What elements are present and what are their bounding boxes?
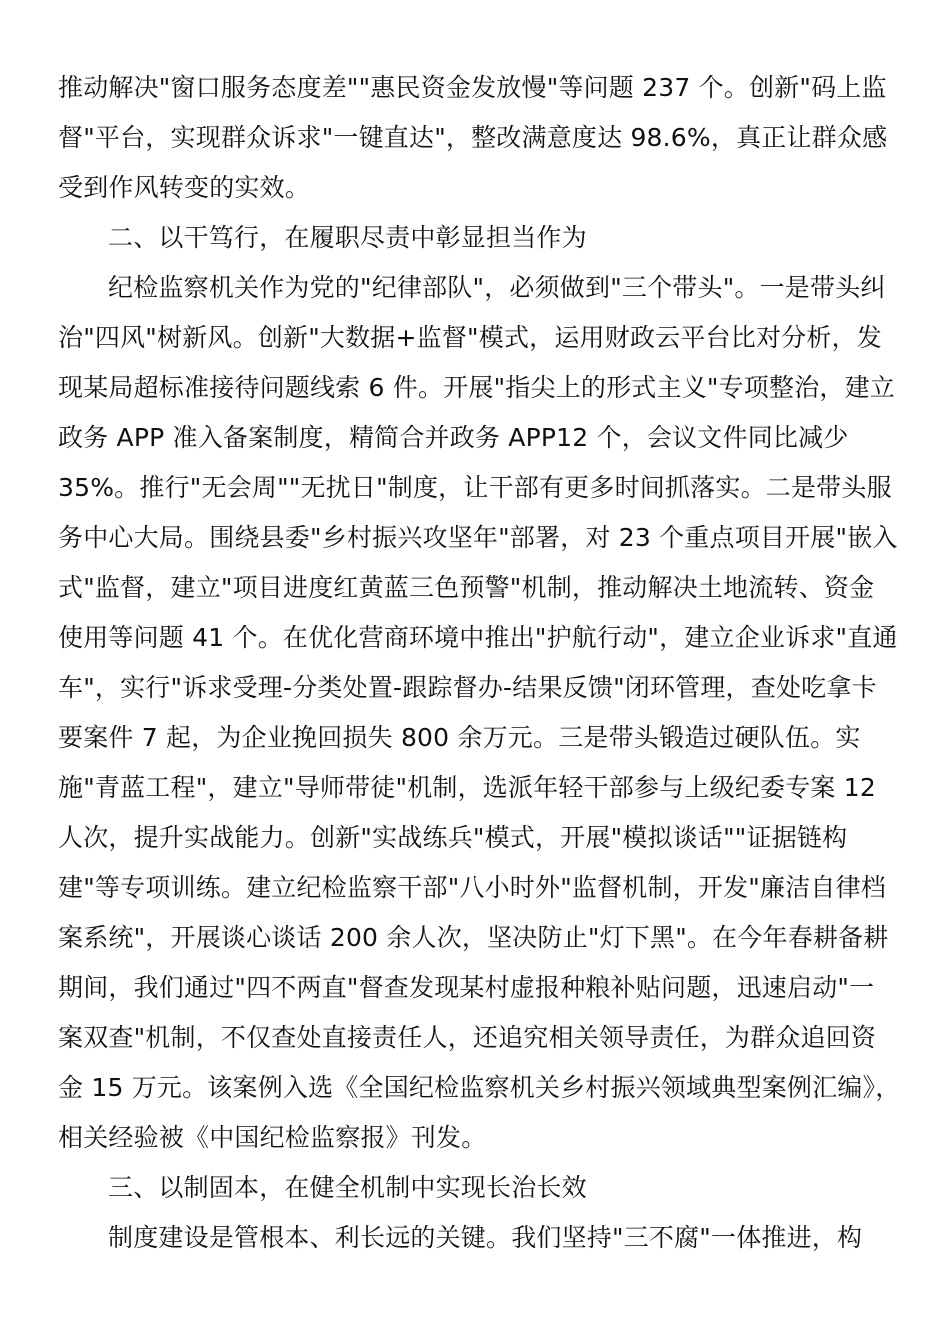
text-line: 受到作风转变的实效。 [58,173,311,202]
text-line: 建"等专项训练。建立纪检监察干部"八小时外"监督机制，开发"廉洁自律档 [58,873,886,902]
text-line: 相关经验被《中国纪检监察报》刊发。 [58,1123,487,1152]
text-line: 案双查"机制，不仅查处直接责任人，还追究相关领导责任，为群众追回资 [58,1023,877,1052]
text-line: 纪检监察机关作为党的"纪律部队"，必须做到"三个带头"。一是带头纠 [108,273,886,302]
text-line: 务中心大局。围绕县委"乡村振兴攻坚年"部署，对 23 个重点项目开展"嵌入 [58,523,898,552]
text-line: 案系统"，开展谈心谈话 200 余人次，坚决防止"灯下黑"。在今年春耕备耕 [58,923,889,952]
text-line: 期间，我们通过"四不两直"督查发现某村虚报种粮补贴问题，迅速启动"一 [58,973,875,1002]
section-heading: 二、以干笃行，在履职尽责中彰显担当作为 [108,223,587,252]
text-line: 35%。推行"无会周""无扰日"制度，让干部有更多时间抓落实。二是带头服 [58,473,892,502]
section-heading: 三、以制固本，在健全机制中实现长治长效 [108,1173,587,1202]
text-line: 督"平台，实现群众诉求"一键直达"，整改满意度达 98.6%，真正让群众感 [58,123,888,152]
text-line: 施"青蓝工程"，建立"导师带徒"机制，选派年轻干部参与上级纪委专案 12 [58,773,876,802]
text-line: 式"监督，建立"项目进度红黄蓝三色预警"机制，推动解决土地流转、资金 [58,573,875,602]
text-line: 人次，提升实战能力。创新"实战练兵"模式，开展"模拟谈话""证据链构 [58,823,848,852]
text-line: 金 15 万元。该案例入选《全国纪检监察机关乡村振兴领域典型案例汇编》， [58,1073,901,1102]
text-line: 政务 APP 准入备案制度，精简合并政务 APP12 个，会议文件同比减少 [58,423,849,452]
text-line: 使用等问题 41 个。在优化营商环境中推出"护航行动"，建立企业诉求"直通 [58,623,898,652]
text-line: 推动解决"窗口服务态度差""惠民资金发放慢"等问题 237 个。创新"码上监 [58,73,887,102]
text-line: 要案件 7 起，为企业挽回损失 800 余万元。三是带头锻造过硬队伍。实 [58,723,861,752]
text-line: 治"四风"树新风。创新"大数据+监督"模式，运用财政云平台比对分析，发 [58,323,882,352]
text-line: 现某局超标准接待问题线索 6 件。开展"指尖上的形式主义"专项整治，建立 [58,373,896,402]
text-line: 制度建设是管根本、利长远的关键。我们坚持"三不腐"一体推进，构 [108,1223,863,1252]
text-line: 车"，实行"诉求受理-分类处置-跟踪督办-结果反馈"闭环管理，查处吃拿卡 [58,673,877,702]
